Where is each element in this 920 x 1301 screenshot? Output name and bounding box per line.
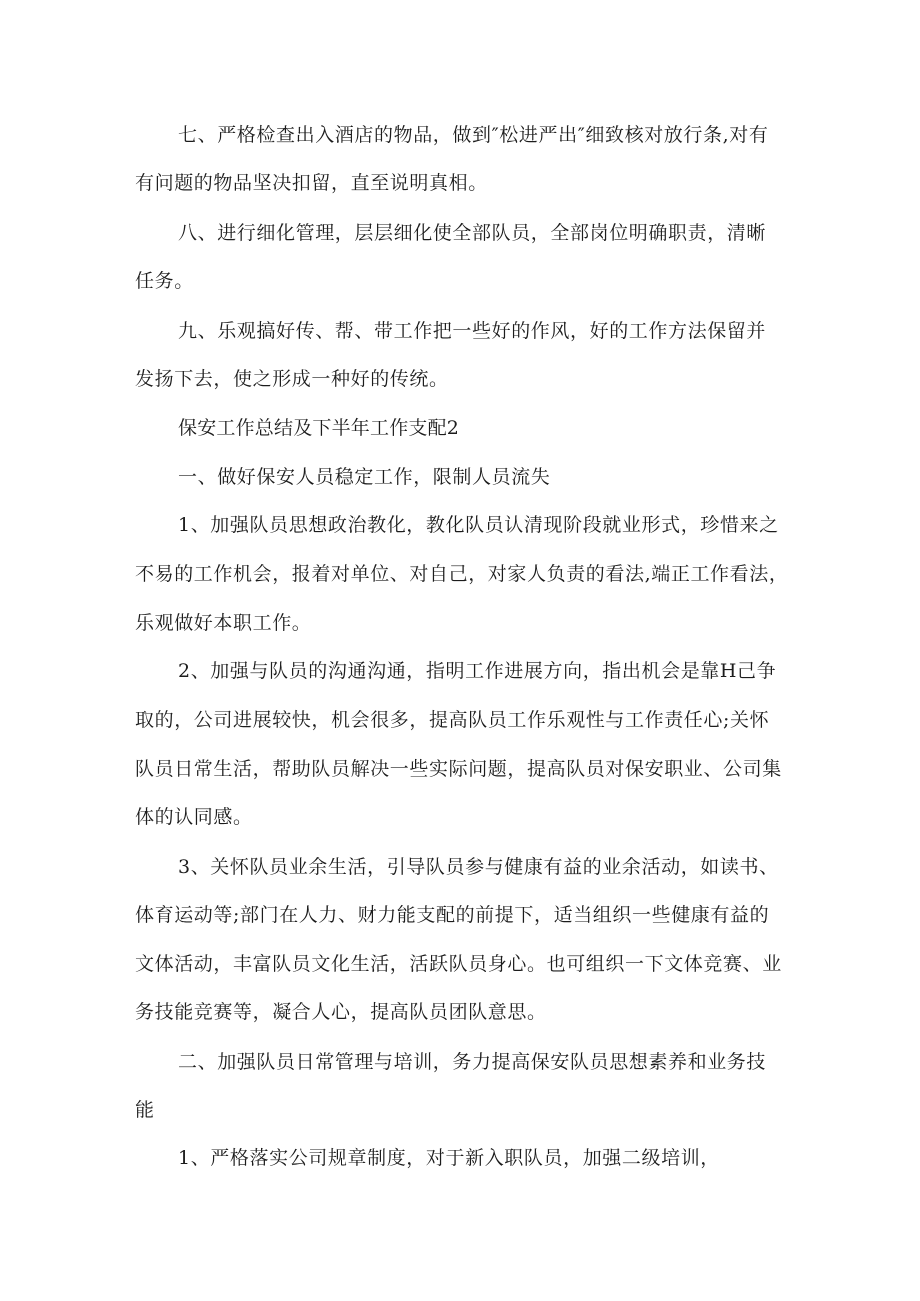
paragraph-7-line-1: 七、严格检查出入酒店的物品，做到″松进严出″细致核对放行条,对有: [178, 124, 769, 146]
paragraph-9-line-1: 九、乐观搞好传、帮、带工作把一些好的作风，好的工作方法保留并: [178, 320, 767, 342]
item-3-line-3: 文体活动，丰富队员文化生活，活跃队员身心。也可组织一下文体竞赛、业: [135, 953, 782, 975]
item-1-line-2: 不易的工作机会，报着对单位、对自己，对家人负责的看法,端正工作看法，: [135, 563, 789, 585]
item-1-line-3: 乐观做好本职工作。: [135, 612, 312, 634]
item-1-line-1: 1、加强队员思想政治教化，教化队员认清现阶段就业形式，珍惜来之: [178, 514, 779, 536]
item-2-line-1: 2、加强与队员的沟通沟通，指明工作进展方向，指出机会是靠H己争: [178, 660, 777, 682]
item-2-line-2: 取的，公司进展较快，机会很多，提高队员工作乐观性与工作责任心;关怀: [135, 709, 770, 731]
item-2-line-4: 体的认同感。: [135, 806, 253, 828]
item-3-line-4: 务技能竞赛等，凝合人心，提高队员团队意思。: [135, 1001, 547, 1023]
paragraph-8-line-1: 八、进行细化管理，层层细化使全部队员，全部岗位明确职责，清晰: [178, 222, 767, 244]
paragraph-8-line-2: 任务。: [135, 270, 194, 292]
heading-part-2-line-1: 二、加强队员日常管理与培训，务力提高保安队员思想素养和业务技: [178, 1051, 767, 1073]
item-2-line-3: 队员日常生活，帮助队员解决一些实际问题，提高队员对保安职业、公司集: [135, 758, 782, 780]
part-2-item-1-line-1: 1、严格落实公司规章制度，对于新入职队员，加强二级培训，: [178, 1147, 720, 1169]
section-title: 保安工作总结及下半年工作支配2: [178, 417, 460, 439]
paragraph-7-line-2: 有问题的物品坚决扣留，直至说明真相。: [135, 172, 488, 194]
heading-part-1: 一、做好保安人员稳定工作，限制人员流失: [178, 466, 551, 488]
paragraph-9-line-2: 发扬下去，使之形成一种好的传统。: [135, 368, 449, 390]
item-3-line-2: 体育运动等;部门在人力、财力能支配的前提下，适当组织一些健康有益的: [135, 904, 770, 926]
heading-part-2-line-2: 能: [135, 1099, 155, 1121]
item-3-line-1: 3、关怀队员业余生活，引导队员参与健康有益的业余活动，如读书、: [178, 856, 779, 878]
